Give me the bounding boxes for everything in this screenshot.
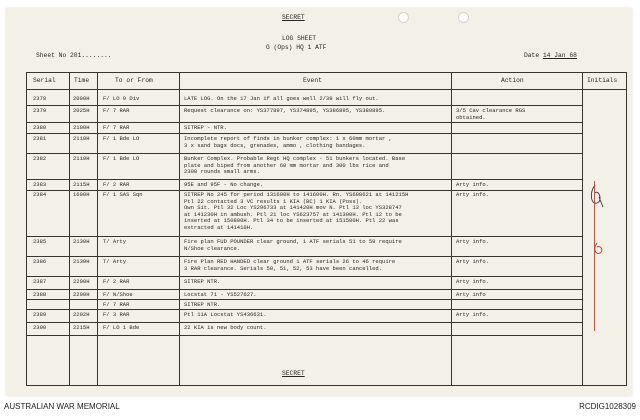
row-divider (27, 105, 582, 106)
row-action-line: Arty info (456, 291, 486, 298)
row-event-line: Locstat 71 - YS527627. (184, 291, 257, 298)
institution-label: AUSTRALIAN WAR MEMORIAL (4, 402, 120, 411)
title-line-1: LOG SHEET (282, 35, 317, 42)
log-table (26, 72, 627, 386)
row-event-line: at 141230H in ambush. Ptl 21 loc YS623757 at 141300H. Ptl 12 to be (184, 210, 402, 218)
row-event-line: Fire Plan RED HANDED clear ground 1 ATF serials 26 to 46 require (184, 258, 396, 265)
row-serial: 2381 (33, 135, 47, 142)
row-event-line: Own Sit. Ptl 32 Loc YS296733 at 141420H mov N. Ptl 13 loc YS328747 (184, 204, 402, 212)
punch-hole (398, 12, 409, 23)
row-divider (27, 179, 582, 180)
row-to-from: F/ LO 1 Bde (103, 324, 140, 331)
row-time: 2110H (73, 155, 90, 162)
row-divider (27, 190, 582, 191)
row-to-from: F/ 2 RAR (103, 278, 130, 285)
row-to-from: F/ 3 RAR (103, 311, 130, 318)
row-time: 2202H (73, 311, 90, 318)
row-event-line: Incomplete report of finds in bunker complex: 1 x 60mm mortar , (184, 135, 392, 142)
row-event-line: SITREP No 245 for period 131600H to 141600H. Rn. YS698621 at 141215H (184, 191, 409, 198)
row-divider (27, 256, 582, 257)
row-action-line: Arty info. (456, 258, 490, 265)
row-serial: 2382 (33, 155, 47, 162)
row-divider (27, 309, 582, 310)
row-serial: 2384 (33, 191, 47, 198)
row-event-line: 3 RAR clearance. Serials 50, 51, 52, 53 have been cancelled. (184, 264, 383, 272)
row-action-line: Arty info. (456, 278, 490, 285)
row-serial: 2379 (33, 107, 47, 114)
row-time: 2100H (73, 124, 90, 131)
row-to-from: F/ 1 Bde LO (103, 135, 140, 142)
row-to-from: F/ LO 9 Div (103, 95, 140, 102)
row-to-from: F/ 1 SAS Sqn (103, 191, 143, 198)
col-header-time: Time (74, 77, 90, 84)
row-time: 2215H (73, 324, 90, 331)
col-header-serial: Serial (33, 77, 56, 84)
row-time: 2200H (73, 278, 90, 285)
row-action-line: Arty info. (456, 181, 490, 188)
sheet-no-label: Sheet No (36, 52, 67, 59)
row-event-line: 22 KIA is new body count. (184, 324, 267, 331)
classification-bottom: SECRET (282, 370, 305, 377)
row-divider (27, 276, 582, 277)
punch-hole (458, 12, 469, 23)
row-event-line: N/Shoe clearance. (184, 244, 241, 252)
row-to-from: F/ 7 RAR (103, 301, 130, 308)
sheet-date (524, 52, 577, 59)
row-time: 2200H (73, 291, 90, 298)
sheet-no-value: 201 (70, 52, 82, 59)
row-event-line: LATE LOG. On the 17 Jan if all goes well 2/39 will fly out. (184, 95, 379, 102)
row-action-line: Arty info. (456, 238, 490, 245)
classification-top: SECRET (282, 14, 305, 21)
row-event-line: 95E and 95F - No change. (184, 181, 264, 188)
row-serial: 2388 (33, 291, 47, 298)
row-event-line: inserted at 150800H. Ptl 34 to be inserted at 151500H. Ptl 22 was (184, 217, 399, 225)
row-action-line: Arty info. (456, 311, 490, 318)
row-to-from: F/ 7 RAR (103, 124, 130, 131)
row-serial: 2389 (33, 311, 47, 318)
row-event-line: SITREP NTR. (184, 278, 221, 285)
col-header-initials: Initials (587, 77, 618, 84)
row-event-line: plate and biped from another 60 mm mortar and 300 lbs rice and (184, 161, 389, 169)
row-time: 2025H (73, 107, 90, 114)
row-to-from: F/ N/Shoe (103, 291, 133, 298)
row-event-line: 3 x sand bags docs, grenades, ammo , clothing bandages. (184, 141, 366, 149)
row-to-from: T/ Arty (103, 238, 127, 245)
row-time: 2115H (73, 181, 90, 188)
row-divider (27, 236, 582, 237)
initials-signature-mark (585, 163, 615, 263)
row-action-line: Arty info. (456, 191, 490, 198)
col-header-to-from: To or From (115, 77, 153, 84)
row-action-line: 3/5 Cav clearance RGS (456, 107, 526, 114)
row-event-line: extracted at 141410H. (184, 224, 254, 231)
row-time: 1600H (73, 191, 90, 198)
row-divider (27, 122, 582, 123)
row-event-line: 2300 rounds small arms. (184, 168, 260, 176)
row-event-line: Request clearance on: YS377897, YS374895, YS386895, YS380895. (184, 107, 386, 114)
row-to-from: T/ Arty (103, 258, 127, 265)
row-time: 2110H (73, 135, 90, 142)
sheet-no-dots: ........ (81, 52, 112, 59)
row-to-from: F/ 1 Bde LO (103, 155, 140, 162)
row-to-from: F/ 7 RAR (103, 107, 130, 114)
reference-label: RCDIG1028309 (579, 402, 636, 411)
row-event-line: Fire plan FUD POUNDER clear ground, 1 ATF serials 51 to 59 require (184, 238, 402, 245)
row-serial: 2380 (33, 124, 47, 131)
col-header-action: Action (501, 77, 524, 84)
log-sheet-page (6, 8, 632, 396)
row-serial: 2383 (33, 181, 47, 188)
date-value: 14 Jan 68 (542, 52, 577, 59)
row-event-line: SITREP NTR. (184, 301, 221, 308)
row-time: 2130H (73, 238, 90, 245)
title-line-2: G (Ops) HQ 1 ATF (266, 44, 327, 51)
row-serial: 2386 (33, 258, 47, 265)
row-divider (27, 133, 582, 134)
row-action-line: obtained. (456, 113, 486, 121)
row-serial: 2378 (33, 95, 47, 102)
col-header-event: Event (303, 77, 322, 84)
date-label: Date (524, 52, 540, 59)
row-event-line: Ptl 22 contacted 3 VC results 1 KIA (BC) 1 KIA (Poss). (184, 197, 363, 205)
sheet-number (36, 52, 112, 59)
row-divider (27, 299, 582, 300)
row-time: 2130H (73, 258, 90, 265)
red-ink-line (594, 181, 595, 331)
row-divider (27, 289, 582, 290)
row-time: 2000H (73, 95, 90, 102)
row-event-line: SITREP - NTR. (184, 124, 227, 131)
row-to-from: F/ 2 RAR (103, 181, 130, 188)
row-divider (27, 153, 582, 154)
row-serial: 2385 (33, 238, 47, 245)
row-divider (27, 335, 582, 336)
row-serial: 2390 (33, 324, 47, 331)
row-event-line: Ptl 11A Locstat YS436631. (184, 311, 267, 318)
row-divider (27, 322, 582, 323)
row-event-line: Bunker Complex. Probable Regt HQ complex - 51 bunkers located. Base (184, 155, 406, 162)
row-serial: 2387 (33, 278, 47, 285)
